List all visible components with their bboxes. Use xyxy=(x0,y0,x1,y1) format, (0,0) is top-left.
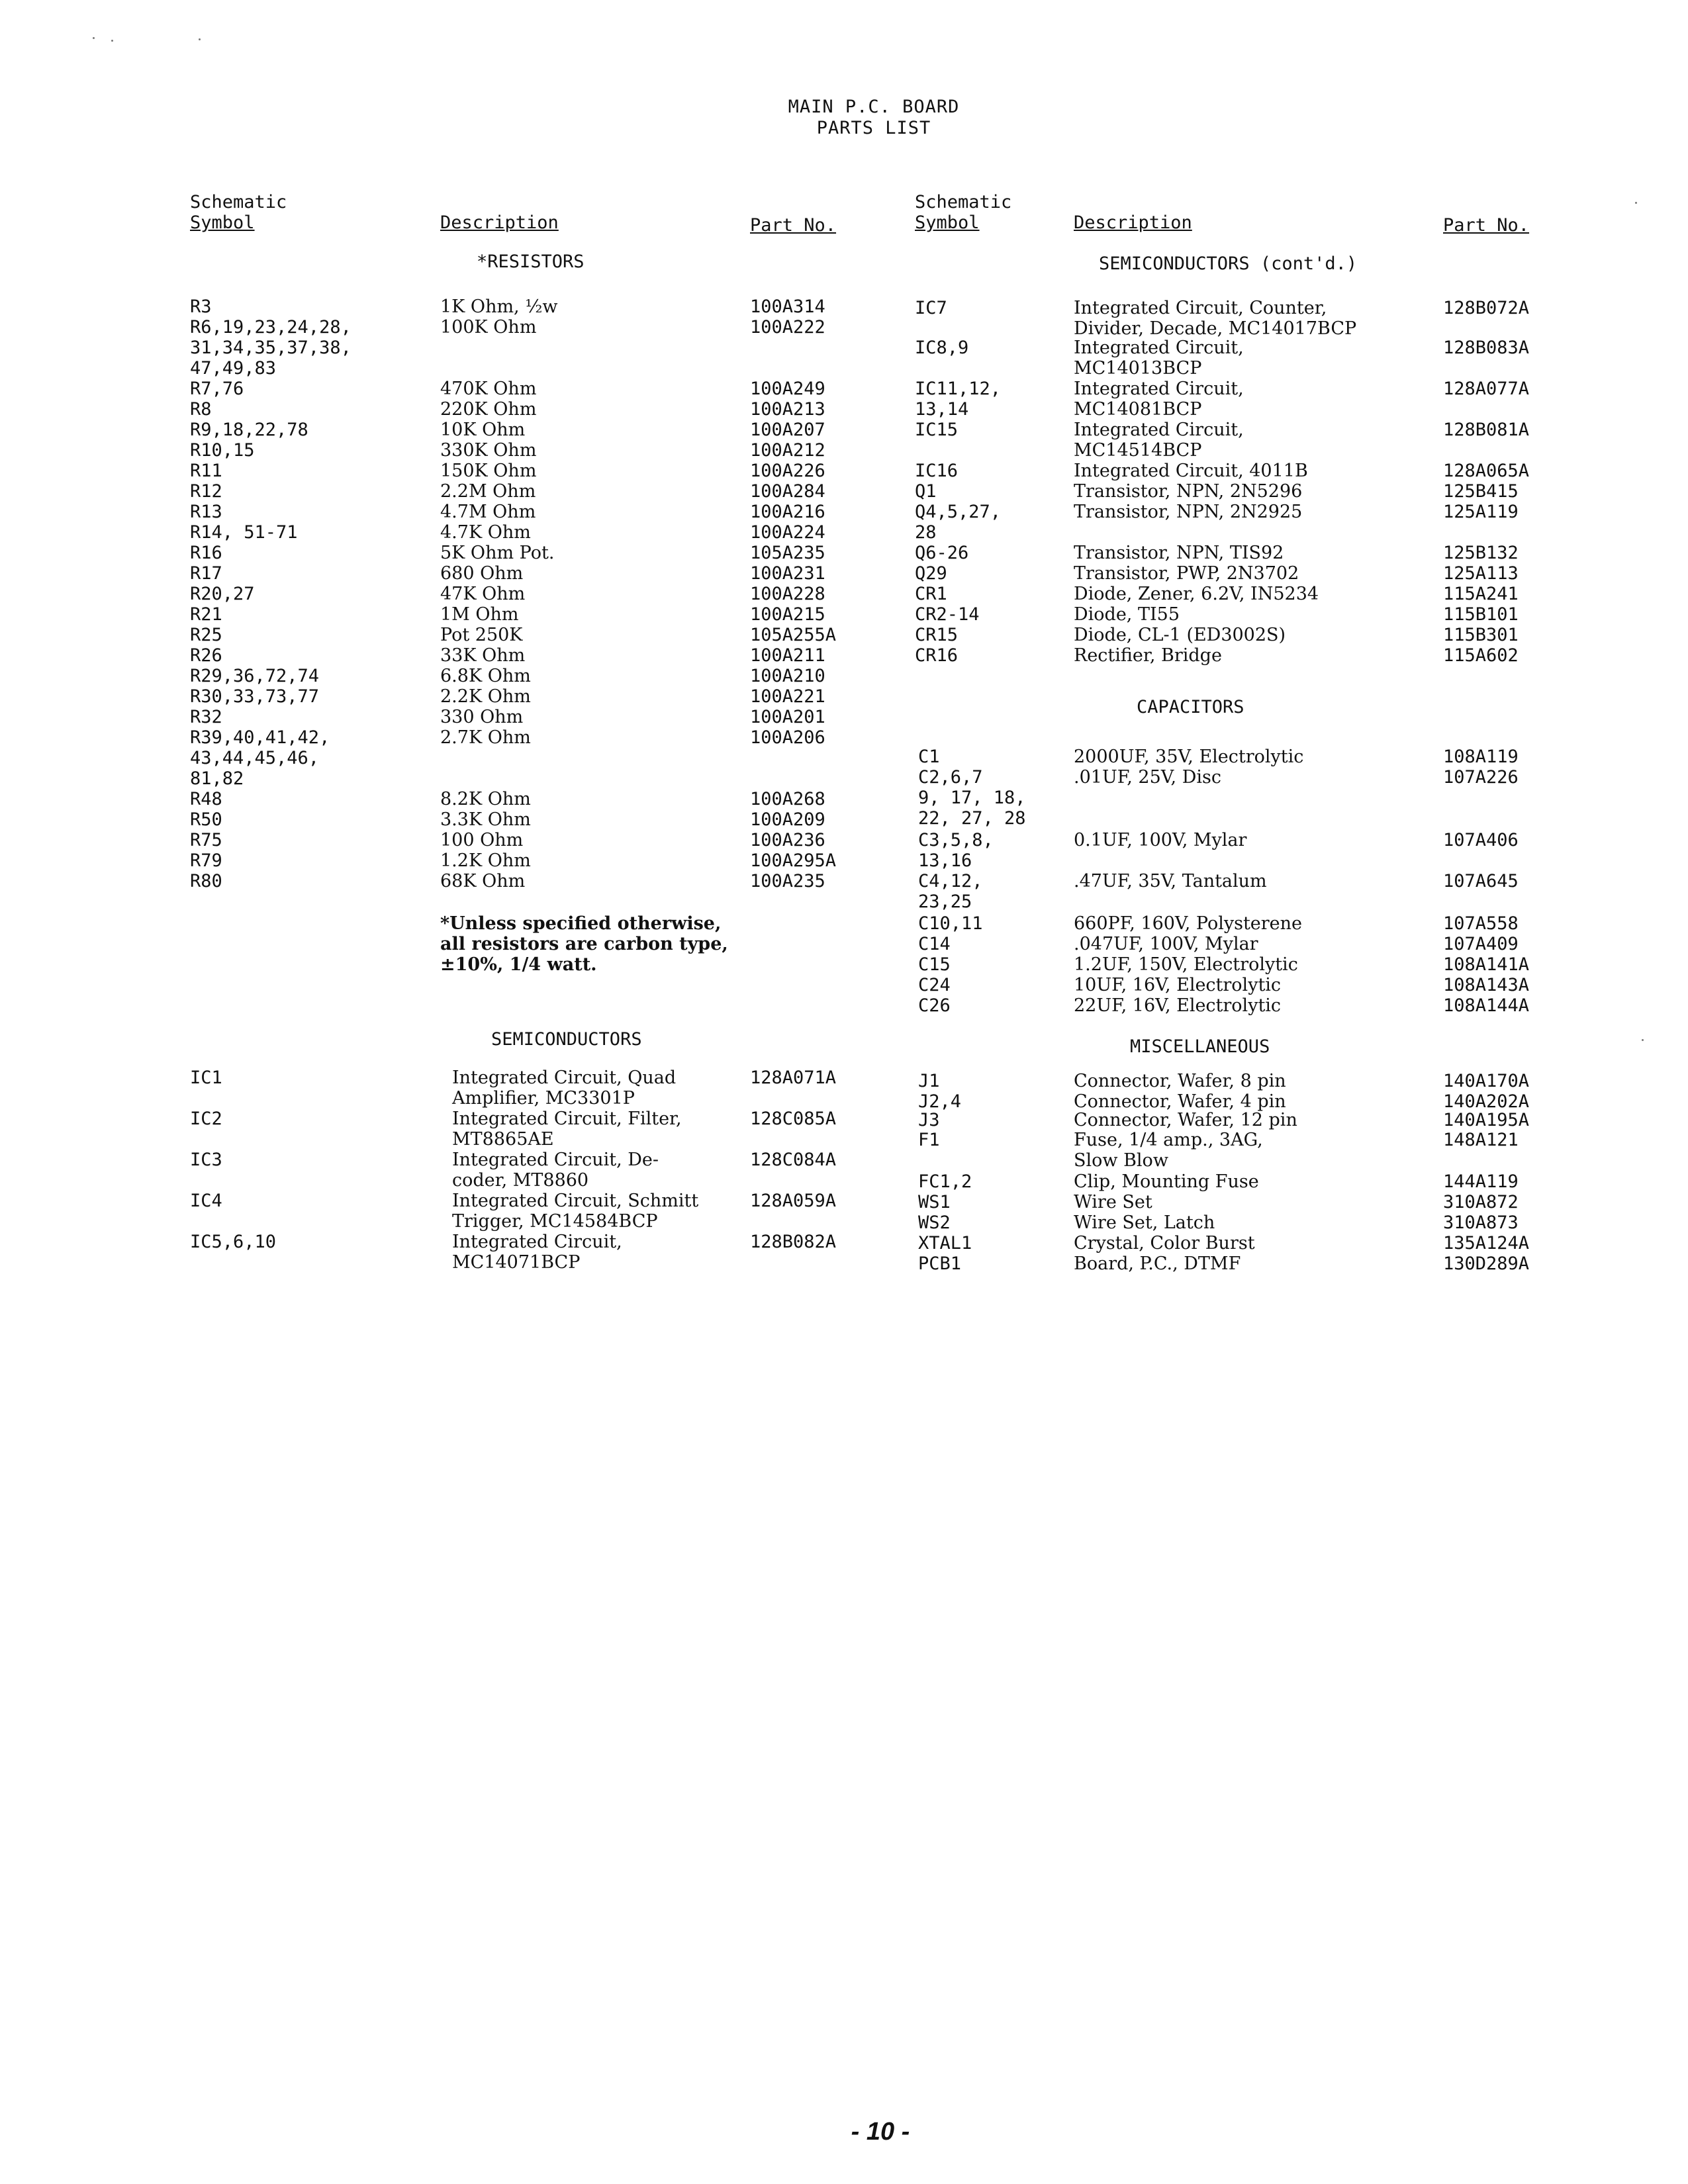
description-cell: Transistor, NPN, 2N5296 xyxy=(1074,481,1303,502)
part-number-cell: 100A211 xyxy=(750,645,825,666)
left-symbol-header xyxy=(190,192,287,233)
description-cell: MT8865AE xyxy=(452,1129,554,1150)
description-cell: Connector, Wafer, 8 pin xyxy=(1074,1071,1286,1091)
description-cell: 68K Ohm xyxy=(440,871,526,891)
part-number-cell: 115B101 xyxy=(1443,604,1519,625)
title-line-1: MAIN P.C. BOARD xyxy=(788,97,960,117)
part-number-cell: 100A236 xyxy=(750,830,825,850)
symbol-cell: CR16 xyxy=(915,645,959,666)
description-cell: Integrated Circuit, Schmitt xyxy=(452,1191,699,1211)
part-number-cell: 100A295A xyxy=(750,850,837,871)
symbol-cell: R7,76 xyxy=(190,379,244,399)
description-cell: Integrated Circuit, Quad xyxy=(452,1068,677,1088)
symbol-cell: WS1 xyxy=(918,1192,951,1212)
symbol-cell: 28 xyxy=(915,522,937,543)
symbol-cell: C3,5,8, xyxy=(918,830,994,850)
part-number-cell: 128A065A xyxy=(1443,461,1530,481)
symbol-header-line-1: Schematic xyxy=(190,192,287,212)
part-no-header-text: Part No. xyxy=(1443,215,1530,236)
symbol-cell: CR2-14 xyxy=(915,604,980,625)
part-number-cell: 107A226 xyxy=(1443,767,1519,788)
symbol-cell: 22, 27, 28 xyxy=(918,808,1026,829)
description-cell: 2.2M Ohm xyxy=(440,481,536,502)
description-cell: .47UF, 35V, Tantalum xyxy=(1074,871,1267,891)
section-semiconductors-contd: SEMICONDUCTORS (cont'd.) xyxy=(1099,253,1358,274)
symbol-cell: FC1,2 xyxy=(918,1171,972,1192)
description-cell: 1.2K Ohm xyxy=(440,850,531,871)
description-cell: Clip, Mounting Fuse xyxy=(1074,1171,1259,1192)
symbol-cell: C2,6,7 xyxy=(918,767,983,788)
part-number-cell: 108A143A xyxy=(1443,975,1530,995)
description-cell: Wire Set xyxy=(1074,1192,1152,1212)
description-cell: Integrated Circuit, xyxy=(1074,379,1244,399)
part-number-cell: 108A144A xyxy=(1443,995,1530,1016)
description-cell: .047UF, 100V, Mylar xyxy=(1074,934,1258,954)
description-cell: 680 Ohm xyxy=(440,563,524,584)
resistor-note-line-3: ±10%, 1/4 watt. xyxy=(440,954,597,975)
symbol-cell: J1 xyxy=(918,1071,940,1091)
right-symbol-header xyxy=(915,192,1011,233)
description-cell: Board, P.C., DTMF xyxy=(1074,1253,1241,1274)
symbol-cell: 47,49,83 xyxy=(190,358,277,379)
symbol-cell: 23,25 xyxy=(918,891,972,912)
symbol-cell: J3 xyxy=(918,1110,940,1130)
part-number-cell: 100A209 xyxy=(750,809,825,830)
section-miscellaneous: MISCELLANEOUS xyxy=(1130,1036,1270,1057)
part-number-cell: 128B082A xyxy=(750,1232,837,1252)
symbol-cell: R48 xyxy=(190,789,222,809)
part-number-cell: 100A222 xyxy=(750,317,825,338)
symbol-cell: CR1 xyxy=(915,584,947,604)
symbol-cell: IC2 xyxy=(190,1109,222,1129)
description-cell: 5K Ohm Pot. xyxy=(440,543,555,563)
description-cell: 4.7M Ohm xyxy=(440,502,536,522)
part-number-cell: 144A119 xyxy=(1443,1171,1519,1192)
symbol-cell: Q29 xyxy=(915,563,947,584)
description-cell: Transistor, NPN, 2N2925 xyxy=(1074,502,1303,522)
symbol-cell: PCB1 xyxy=(918,1253,962,1274)
description-cell: Connector, Wafer, 4 pin xyxy=(1074,1091,1286,1112)
symbol-cell: J2,4 xyxy=(918,1091,962,1112)
symbol-cell: CR15 xyxy=(915,625,959,645)
part-number-cell: 128A077A xyxy=(1443,379,1530,399)
part-number-cell: 108A119 xyxy=(1443,747,1519,767)
symbol-cell: R29,36,72,74 xyxy=(190,666,320,686)
symbol-cell: WS2 xyxy=(918,1212,951,1233)
part-number-cell: 128B083A xyxy=(1443,338,1530,358)
part-number-cell: 100A210 xyxy=(750,666,825,686)
scan-speck xyxy=(111,40,113,42)
part-number-cell: 107A409 xyxy=(1443,934,1519,954)
symbol-cell: IC3 xyxy=(190,1150,222,1170)
part-number-cell: 128A071A xyxy=(750,1068,837,1088)
part-number-cell: 105A235 xyxy=(750,543,825,563)
part-number-cell: 100A206 xyxy=(750,727,825,748)
description-cell: 47K Ohm xyxy=(440,584,526,604)
symbol-cell: R17 xyxy=(190,563,222,584)
right-description-header xyxy=(1074,212,1192,233)
description-cell: 22UF, 16V, Electrolytic xyxy=(1074,995,1282,1016)
part-number-cell: 125A119 xyxy=(1443,502,1519,522)
description-cell: Crystal, Color Burst xyxy=(1074,1233,1255,1253)
description-cell: 10K Ohm xyxy=(440,420,526,440)
symbol-cell: 31,34,35,37,38, xyxy=(190,338,352,358)
description-cell: MC14081BCP xyxy=(1074,399,1202,420)
description-cell: MC14071BCP xyxy=(452,1252,581,1273)
description-cell: Integrated Circuit, xyxy=(1074,420,1244,440)
description-cell: Diode, Zener, 6.2V, IN5234 xyxy=(1074,584,1319,604)
part-number-cell: 100A268 xyxy=(750,789,825,809)
left-description-header xyxy=(440,212,559,233)
part-number-cell: 107A645 xyxy=(1443,871,1519,891)
symbol-cell: C15 xyxy=(918,954,951,975)
part-number-cell: 107A406 xyxy=(1443,830,1519,850)
symbol-cell: 13,16 xyxy=(918,850,972,871)
symbol-cell: F1 xyxy=(918,1130,940,1150)
description-cell: Pot 250K xyxy=(440,625,523,645)
part-number-cell: 100A221 xyxy=(750,686,825,707)
description-cell: 100K Ohm xyxy=(440,317,537,338)
part-number-cell: 125A113 xyxy=(1443,563,1519,584)
part-number-cell: 100A228 xyxy=(750,584,825,604)
description-cell: Connector, Wafer, 12 pin xyxy=(1074,1110,1297,1130)
symbol-cell: R13 xyxy=(190,502,222,522)
description-cell: 1K Ohm, ½w xyxy=(440,296,558,317)
part-number-cell: 310A872 xyxy=(1443,1192,1519,1212)
description-cell: Trigger, MC14584BCP xyxy=(452,1211,658,1232)
part-number-cell: 125B415 xyxy=(1443,481,1519,502)
scan-speck xyxy=(93,37,95,39)
part-number-cell: 100A231 xyxy=(750,563,825,584)
symbol-cell: C1 xyxy=(918,747,940,767)
symbol-cell: IC7 xyxy=(915,298,947,318)
symbol-cell: R79 xyxy=(190,850,222,871)
symbol-cell: IC1 xyxy=(190,1068,222,1088)
description-cell: 1M Ohm xyxy=(440,604,519,625)
symbol-cell: 13,14 xyxy=(915,399,969,420)
description-cell: 6.8K Ohm xyxy=(440,666,531,686)
section-semiconductors: SEMICONDUCTORS xyxy=(491,1029,642,1050)
symbol-cell: IC4 xyxy=(190,1191,222,1211)
page-number: - 10 - xyxy=(851,2118,910,2146)
symbol-cell: R50 xyxy=(190,809,222,830)
part-number-cell: 128C085A xyxy=(750,1109,837,1129)
symbol-cell: Q4,5,27, xyxy=(915,502,1002,522)
symbol-cell: R75 xyxy=(190,830,222,850)
description-header-text: Description xyxy=(1074,212,1192,233)
part-number-cell: 115A602 xyxy=(1443,645,1519,666)
part-number-cell: 135A124A xyxy=(1443,1233,1530,1253)
description-cell: 8.2K Ohm xyxy=(440,789,531,809)
part-number-cell: 125B132 xyxy=(1443,543,1519,563)
symbol-cell: R26 xyxy=(190,645,222,666)
description-cell: 660PF, 160V, Polysterene xyxy=(1074,913,1303,934)
part-number-cell: 107A558 xyxy=(1443,913,1519,934)
part-number-cell: 128B081A xyxy=(1443,420,1530,440)
part-number-cell: 100A235 xyxy=(750,871,825,891)
part-number-cell: 100A201 xyxy=(750,707,825,727)
description-cell: Integrated Circuit, De- xyxy=(452,1150,659,1170)
description-cell: Divider, Decade, MC14017BCP xyxy=(1074,318,1357,339)
symbol-cell: R11 xyxy=(190,461,222,481)
part-number-cell: 128B072A xyxy=(1443,298,1530,318)
part-number-cell: 128C084A xyxy=(750,1150,837,1170)
symbol-cell: R9,18,22,78 xyxy=(190,420,308,440)
symbol-cell: 9, 17, 18, xyxy=(918,788,1026,808)
part-number-cell: 148A121 xyxy=(1443,1130,1519,1150)
symbol-cell: Q6-26 xyxy=(915,543,969,563)
symbol-header-line-1: Schematic xyxy=(915,192,1012,212)
symbol-cell: R30,33,73,77 xyxy=(190,686,320,707)
symbol-cell: C26 xyxy=(918,995,951,1016)
description-cell: Integrated Circuit, xyxy=(1074,338,1244,358)
right-part-no-header xyxy=(1443,215,1529,236)
section-resistors: *RESISTORS xyxy=(477,251,585,272)
part-number-cell: 310A873 xyxy=(1443,1212,1519,1233)
part-number-cell: 100A226 xyxy=(750,461,825,481)
description-cell: Integrated Circuit, xyxy=(452,1232,622,1252)
part-number-cell: 100A216 xyxy=(750,502,825,522)
part-number-cell: 140A170A xyxy=(1443,1071,1530,1091)
description-cell: Transistor, PWP, 2N3702 xyxy=(1074,563,1299,584)
scan-speck xyxy=(199,38,201,40)
symbol-cell: IC16 xyxy=(915,461,959,481)
description-cell: .01UF, 25V, Disc xyxy=(1074,767,1221,788)
description-cell: 10UF, 16V, Electrolytic xyxy=(1074,975,1282,995)
description-cell: 2.2K Ohm xyxy=(440,686,531,707)
description-cell: 3.3K Ohm xyxy=(440,809,531,830)
part-number-cell: 100A249 xyxy=(750,379,825,399)
description-cell: 100 Ohm xyxy=(440,830,524,850)
symbol-cell: C4,12, xyxy=(918,871,983,891)
description-cell: 150K Ohm xyxy=(440,461,537,481)
description-cell: 470K Ohm xyxy=(440,379,537,399)
left-part-no-header xyxy=(750,215,836,236)
description-cell: Integrated Circuit, Counter, xyxy=(1074,298,1327,318)
description-cell: 220K Ohm xyxy=(440,399,537,420)
symbol-cell: R8 xyxy=(190,399,212,420)
symbol-cell: IC8,9 xyxy=(915,338,969,358)
description-cell: MC14013BCP xyxy=(1074,358,1202,379)
description-cell: 4.7K Ohm xyxy=(440,522,531,543)
symbol-header-line-2: Symbol xyxy=(915,212,980,233)
part-number-cell: 100A284 xyxy=(750,481,825,502)
description-cell: 2000UF, 35V, Electrolytic xyxy=(1074,747,1304,767)
scan-speck xyxy=(1635,202,1637,204)
part-number-cell: 100A212 xyxy=(750,440,825,461)
symbol-cell: IC15 xyxy=(915,420,959,440)
part-no-header-text: Part No. xyxy=(750,215,837,236)
symbol-cell: IC5,6,10 xyxy=(190,1232,277,1252)
symbol-cell: XTAL1 xyxy=(918,1233,972,1253)
description-cell: Amplifier, MC3301P xyxy=(452,1088,635,1109)
part-number-cell: 100A207 xyxy=(750,420,825,440)
part-number-cell: 130D289A xyxy=(1443,1253,1530,1274)
part-number-cell: 140A202A xyxy=(1443,1091,1530,1112)
resistor-note-line-1: *Unless specified otherwise, xyxy=(440,913,722,934)
symbol-cell: 81,82 xyxy=(190,768,244,789)
description-cell: coder, MT8860 xyxy=(452,1170,589,1191)
part-number-cell: 105A255A xyxy=(750,625,837,645)
description-header-text: Description xyxy=(440,212,559,233)
symbol-cell: R3 xyxy=(190,296,212,317)
symbol-cell: IC11,12, xyxy=(915,379,1002,399)
part-number-cell: 115B301 xyxy=(1443,625,1519,645)
resistor-note xyxy=(440,913,728,975)
symbol-header-line-2: Symbol xyxy=(190,212,255,233)
description-cell: 330K Ohm xyxy=(440,440,537,461)
symbol-cell: C14 xyxy=(918,934,951,954)
part-number-cell: 140A195A xyxy=(1443,1110,1530,1130)
symbol-cell: R21 xyxy=(190,604,222,625)
resistor-note-line-2: all resistors are carbon type, xyxy=(440,934,728,954)
description-cell: 33K Ohm xyxy=(440,645,526,666)
part-number-cell: 100A224 xyxy=(750,522,825,543)
symbol-cell: R80 xyxy=(190,871,222,891)
part-number-cell: 108A141A xyxy=(1443,954,1530,975)
part-number-cell: 128A059A xyxy=(750,1191,837,1211)
description-cell: 0.1UF, 100V, Mylar xyxy=(1074,830,1247,850)
page-title xyxy=(0,97,1688,139)
description-cell: Rectifier, Bridge xyxy=(1074,645,1222,666)
part-number-cell: 100A314 xyxy=(750,296,825,317)
title-line-2: PARTS LIST xyxy=(816,118,931,138)
description-cell: Transistor, NPN, TIS92 xyxy=(1074,543,1284,563)
symbol-cell: Q1 xyxy=(915,481,937,502)
symbol-cell: R6,19,23,24,28, xyxy=(190,317,352,338)
symbol-cell: R12 xyxy=(190,481,222,502)
part-number-cell: 115A241 xyxy=(1443,584,1519,604)
symbol-cell: C24 xyxy=(918,975,951,995)
description-cell: 330 Ohm xyxy=(440,707,524,727)
symbol-cell: R10,15 xyxy=(190,440,255,461)
symbol-cell: R16 xyxy=(190,543,222,563)
description-cell: 1.2UF, 150V, Electrolytic xyxy=(1074,954,1298,975)
part-number-cell: 100A213 xyxy=(750,399,825,420)
description-cell: Fuse, 1/4 amp., 3AG, xyxy=(1074,1130,1263,1150)
description-cell: Integrated Circuit, Filter, xyxy=(452,1109,682,1129)
description-cell: Slow Blow xyxy=(1074,1150,1168,1171)
description-cell: MC14514BCP xyxy=(1074,440,1202,461)
description-cell: Integrated Circuit, 4011B xyxy=(1074,461,1308,481)
description-cell: Diode, CL-1 (ED3002S) xyxy=(1074,625,1286,645)
symbol-cell: R20,27 xyxy=(190,584,255,604)
symbol-cell: R25 xyxy=(190,625,222,645)
symbol-cell: R32 xyxy=(190,707,222,727)
symbol-cell: R14, 51-71 xyxy=(190,522,298,543)
symbol-cell: R39,40,41,42, xyxy=(190,727,330,748)
symbol-cell: 43,44,45,46, xyxy=(190,748,320,768)
symbol-cell: C10,11 xyxy=(918,913,983,934)
description-cell: Wire Set, Latch xyxy=(1074,1212,1215,1233)
section-capacitors: CAPACITORS xyxy=(1137,697,1244,717)
description-cell: 2.7K Ohm xyxy=(440,727,531,748)
part-number-cell: 100A215 xyxy=(750,604,825,625)
scan-speck xyxy=(1642,1039,1644,1041)
description-cell: Diode, TI55 xyxy=(1074,604,1180,625)
